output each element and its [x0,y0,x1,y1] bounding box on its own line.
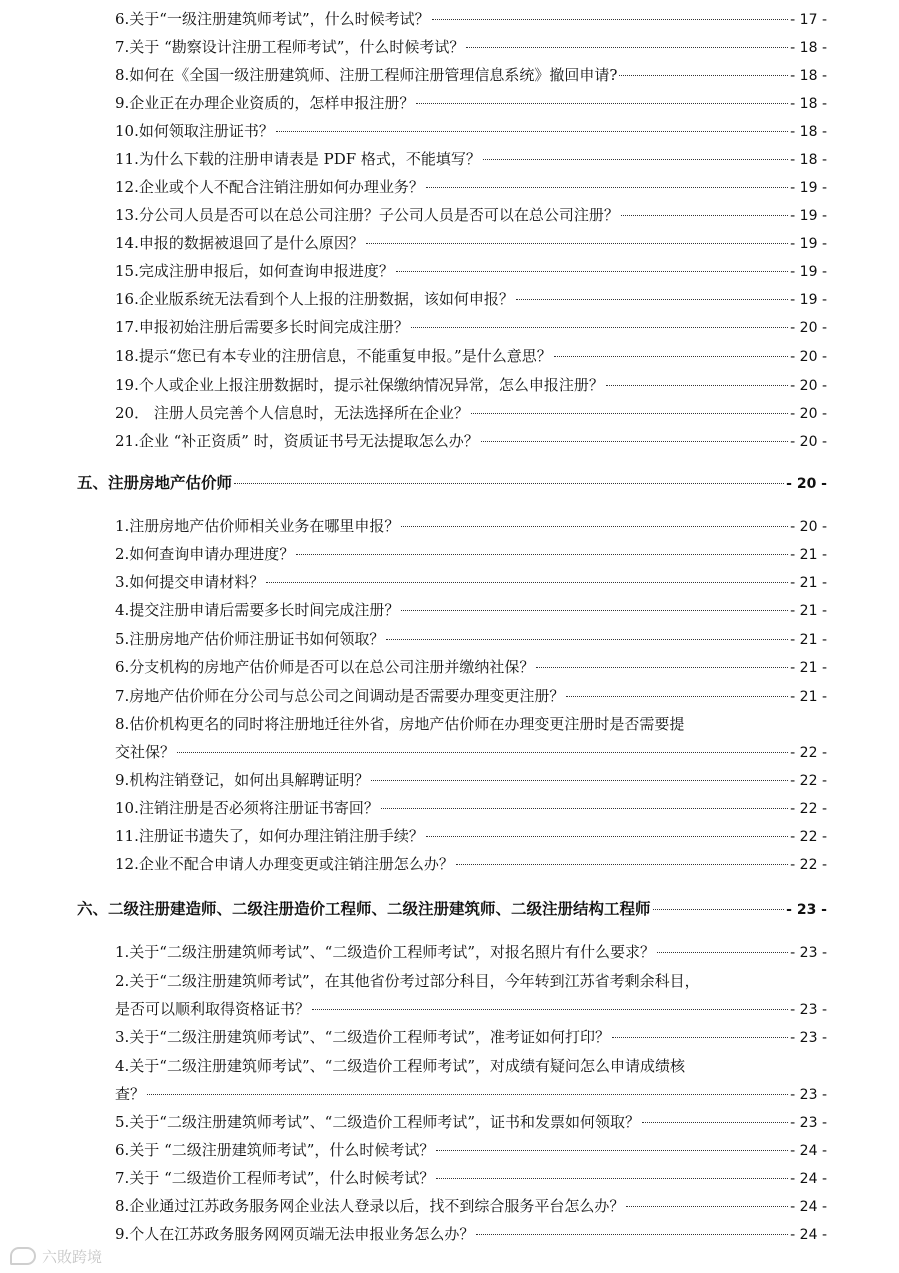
toc-entry-title: 18.提示“您已有本专业的注册信息，不能重复申报。”是什么意思？ [115,347,552,365]
toc-entry-title: 7.关于 “二级造价工程师考试”，什么时候考试？ [115,1169,435,1187]
toc-entry[interactable] [115,35,827,59]
toc-entry-title: 10.注销注册是否必须将注册证书寄回？ [115,799,379,817]
toc-entry[interactable] [115,969,827,993]
toc-entry[interactable] [115,259,827,283]
dot-leader [621,199,788,216]
toc-entry-title: 19.个人或企业上报注册数据时，提示社保缴纳情况异常，怎么申报注册？ [115,376,604,394]
toc-page-number: - 21 - [790,603,827,619]
toc-page-number: - 19 - [790,292,827,308]
dot-leader [566,680,788,697]
dot-leader [432,3,789,20]
dot-leader [266,566,788,583]
toc-entry-title: 4.提交注册申请后需要多长时间完成注册？ [115,601,400,619]
toc-page-number: - 21 - [790,575,827,591]
toc-entry[interactable] [115,344,827,368]
toc-page-number: - 23 - [790,1115,827,1131]
toc-entry-title: 5.关于“二级注册建筑师考试”、“二级造价工程师考试”，证书和发票如何领取？ [115,1113,640,1131]
toc-page-number: - 20 - [790,378,827,394]
toc-entry[interactable] [115,1025,827,1049]
toc-page-number: - 23 - [790,945,827,961]
toc-entry[interactable] [115,1082,827,1106]
toc-entry-title: 10.如何领取注册证书？ [115,122,274,140]
dot-leader [401,594,788,611]
toc-entry[interactable] [115,1166,827,1190]
toc-entry[interactable] [115,684,827,708]
toc-entry[interactable] [115,1054,827,1078]
dot-leader [626,1190,788,1207]
toc-entry-title: 7.关于 “勘察设计注册工程师考试”，什么时候考试？ [115,38,465,56]
toc-page-number: - 19 - [790,236,827,252]
toc-entry[interactable] [115,147,827,171]
toc-page-number: - 22 - [790,745,827,761]
toc-page-number: - 22 - [790,829,827,845]
toc-entry[interactable] [115,598,827,622]
toc-entry-title: 1.关于“二级注册建筑师考试”、“二级造价工程师考试”，对报名照片有什么要求？ [115,943,655,961]
toc-entry-title: 6.关于“一级注册建筑师考试”，什么时候考试？ [115,10,430,28]
toc-entry-title: 3.如何提交申请材料？ [115,573,265,591]
dot-leader [312,993,788,1010]
toc-page-number: - 23 - [790,1030,827,1046]
toc-entry-title: 3.关于“二级注册建筑师考试”、“二级造价工程师考试”，准考证如何打印？ [115,1028,610,1046]
toc-entry[interactable] [115,997,827,1021]
dot-leader [396,255,788,272]
toc-entry-title: 8.企业通过江苏政务服务网企业法人登录以后，找不到综合服务平台怎么办？ [115,1197,625,1215]
toc-entry-title: 4.关于“二级注册建筑师考试”、“二级造价工程师考试”，对成绩有疑问怎么申请成绩核 [115,1057,685,1075]
toc-page-number: - 20 - [790,406,827,422]
toc-page-number: - 17 - [790,12,827,28]
toc-entry-title: 9.个人在江苏政务服务网网页端无法申报业务怎么办？ [115,1225,475,1243]
toc-entry-title: 11.注册证书遗失了，如何办理注销注册手续？ [115,827,424,845]
toc-entry[interactable] [115,1194,827,1218]
toc-entry-title: 2.如何查询申请办理进度？ [115,545,295,563]
toc-entry-title: 9.企业正在办理企业资质的，怎样申报注册？ [115,94,415,112]
toc-page-number: - 24 - [790,1143,827,1159]
toc-page-number: - 19 - [790,208,827,224]
toc-entry-title: 5.注册房地产估价师注册证书如何领取？ [115,630,385,648]
toc-page-number: - 18 - [790,152,827,168]
toc-entry[interactable] [115,315,827,339]
toc-page-number: - 24 - [790,1171,827,1187]
toc-entry-title: 8.如何在《全国一级注册建筑师、注册工程师注册管理信息系统》撤回申请? [115,66,618,84]
dot-leader [426,171,788,188]
toc-page-number: - 18 - [790,96,827,112]
toc-entry[interactable] [115,91,827,115]
toc-entry[interactable] [115,373,827,397]
dot-leader [476,1218,788,1235]
toc-entry-title: 21.企业 “补正资质” 时，资质证书号无法提取怎么办？ [115,432,479,450]
toc-entry-title: 六、二级注册建造师、二级注册造价工程师、二级注册建筑师、二级注册结构工程师 [77,899,651,918]
toc-page-number: - 19 - [790,264,827,280]
toc-page-number: - 24 - [790,1227,827,1243]
toc-page-number: - 23 - [790,1087,827,1103]
toc-entry[interactable] [115,796,827,820]
dot-leader [436,1162,788,1179]
toc-entry[interactable] [115,542,827,566]
toc-entry[interactable] [115,287,827,311]
toc-entry-title: 20． 注册人员完善个人信息时，无法选择所在企业？ [115,404,469,422]
dot-leader [612,1021,788,1038]
dot-leader [642,1106,788,1123]
toc-entry-title: 15.完成注册申报后，如何查询申报进度？ [115,262,394,280]
toc-page-number: - 20 - [790,519,827,535]
toc-page-number: - 18 - [790,40,827,56]
dot-leader [234,467,784,484]
toc-entry[interactable] [115,712,827,736]
toc-page-number: - 20 - [790,349,827,365]
toc-entry-title: 交社保？ [115,743,176,761]
toc-page-number: - 21 - [790,632,827,648]
toc-page-number: - 23 - [786,902,827,918]
toc-section-heading[interactable] [77,897,827,921]
dot-leader [606,369,788,386]
dot-leader [516,283,788,300]
dot-leader [436,1134,788,1151]
toc-entry[interactable] [115,940,827,964]
dot-leader [554,340,788,357]
toc-entry-title: 17.申报初始注册后需要多长时间完成注册？ [115,318,409,336]
toc-entry-title: 1.注册房地产估价师相关业务在哪里申报？ [115,517,400,535]
dot-leader [276,115,788,132]
toc-entry-title: 是否可以顺利取得资格证书？ [115,1000,311,1018]
dot-leader [657,936,788,953]
toc-page-number: - 21 - [790,689,827,705]
toc-page-number: - 18 - [790,124,827,140]
toc-page-number: - 19 - [790,180,827,196]
toc-entry-title: 五、注册房地产估价师 [77,473,233,492]
toc-page-number: - 23 - [790,1002,827,1018]
dot-leader [296,538,788,555]
toc-entry-title: 6.分支机构的房地产估价师是否可以在总公司注册并缴纳社保？ [115,658,535,676]
toc-entry-title: 16.企业版系统无法看到个人上报的注册数据，该如何申报？ [115,290,514,308]
toc-entry[interactable] [115,63,827,87]
dot-leader [483,143,788,160]
toc-page-number: - 24 - [790,1199,827,1215]
dot-leader [381,792,788,809]
toc-entry-title: 12.企业或个人不配合注销注册如何办理业务？ [115,178,424,196]
toc-entry-title: 7.房地产估价师在分公司与总公司之间调动是否需要办理变更注册？ [115,687,565,705]
dot-leader [371,764,788,781]
toc-page-number: - 18 - [790,68,827,84]
dot-leader [411,311,788,328]
toc-page-number: - 22 - [790,857,827,873]
toc-entry[interactable] [115,119,827,143]
toc-entry[interactable] [115,1222,827,1246]
toc-entry-title: 14.申报的数据被退回了是什么原因？ [115,234,364,252]
toc-entry[interactable] [115,627,827,651]
dot-leader [426,820,788,837]
toc-entry[interactable] [115,514,827,538]
toc-entry[interactable] [115,1138,827,1162]
toc-entry[interactable] [115,852,827,876]
toc-entry-title: 2.关于“二级注册建筑师考试”，在其他省份考过部分科目，今年转到江苏省考剩余科目， [115,972,700,990]
dot-leader [456,848,788,865]
toc-entry-title: 13.分公司人员是否可以在总公司注册？子公司人员是否可以在总公司注册？ [115,206,619,224]
dot-leader [653,893,785,910]
toc-entry-title: 11.为什么下载的注册申请表是 PDF 格式，不能填写？ [115,150,481,168]
chat-bubble-icon [10,1247,36,1265]
toc-entry[interactable] [115,570,827,594]
dot-leader [416,87,788,104]
dot-leader [466,31,788,48]
toc-entry-title: 9.机构注销登记，如何出具解聘证明？ [115,771,370,789]
toc-entry[interactable] [115,1110,827,1134]
toc-entry[interactable] [115,203,827,227]
toc-entry-title: 12.企业不配合申请人办理变更或注销注册怎么办？ [115,855,454,873]
toc-page-number: - 21 - [790,660,827,676]
toc-entry-title: 6.关于 “二级注册建筑师考试”，什么时候考试？ [115,1141,435,1159]
toc-section-heading[interactable] [77,471,827,495]
toc-page-number: - 20 - [790,434,827,450]
toc-entry[interactable] [115,768,827,792]
toc-page-number: - 20 - [786,476,827,492]
watermark [10,1244,102,1268]
dot-leader [366,227,788,244]
toc-entry-title: 8.估价机构更名的同时将注册地迁往外省，房地产估价师在办理变更注册时是否需要提 [115,715,685,733]
dot-leader [619,59,788,76]
toc-entry[interactable] [115,401,827,425]
toc-entry[interactable] [115,7,827,31]
dot-leader [401,510,788,527]
toc-entry-title: 查？ [115,1085,146,1103]
toc-page-number: - 20 - [790,320,827,336]
dot-leader [471,397,788,414]
toc-page-number: - 21 - [790,547,827,563]
dot-leader [481,425,788,442]
toc-entry[interactable] [115,655,827,679]
dot-leader [386,623,788,640]
toc-entry[interactable] [115,429,827,453]
dot-leader [536,651,788,668]
toc-page-number: - 22 - [790,801,827,817]
toc-entry[interactable] [115,231,827,255]
toc-entry[interactable] [115,824,827,848]
toc-entry[interactable] [115,740,827,764]
dot-leader [177,736,788,753]
watermark-text: 六敗跨境 [42,1247,103,1266]
toc-entry[interactable] [115,175,827,199]
dot-leader [147,1078,788,1095]
toc-page-number: - 22 - [790,773,827,789]
